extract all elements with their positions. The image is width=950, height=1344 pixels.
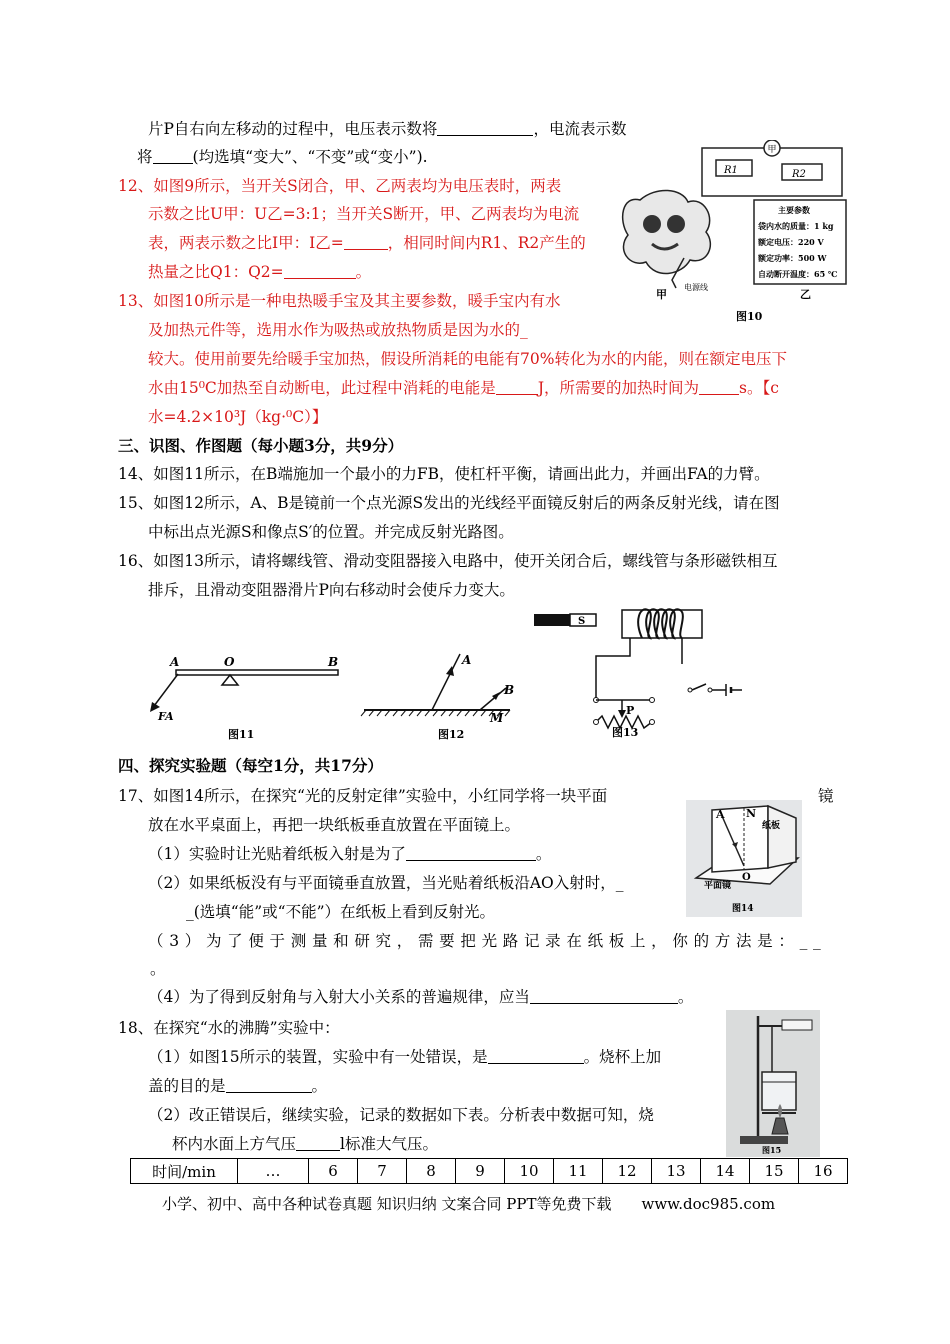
q14-text: 14、如图11所示，在B端施加一个最小的力FB，使杠杆平衡，请画出此力，并画出FA的力臂。 bbox=[118, 465, 770, 483]
q11-line2 bbox=[137, 146, 428, 168]
figure-14 bbox=[686, 800, 802, 917]
q18-line1: 18、在探究“水的沸腾”实验中： bbox=[118, 1019, 340, 1037]
r1-label: R1 bbox=[724, 165, 738, 176]
q12-line3-text-a: 表，两表示数之比I甲：I乙= bbox=[148, 234, 344, 252]
q17-sub1-text: （1）实验时让光贴着纸板入射是为了 bbox=[148, 845, 406, 863]
q18-sub1-line1 bbox=[148, 1046, 661, 1068]
ray-b-label: B bbox=[504, 683, 515, 697]
table-cell: 9 bbox=[456, 1159, 505, 1184]
answer-blank[interactable] bbox=[496, 379, 538, 395]
table-cell: 15 bbox=[750, 1159, 799, 1184]
solenoid-lead-left bbox=[596, 638, 630, 700]
slider-p-label: P bbox=[626, 704, 635, 717]
switch-terminal bbox=[688, 688, 692, 692]
q17-sub2-line2: _(选填“能”或“不能”）在纸板上看到反射光。 bbox=[186, 903, 495, 921]
warmer-eye-left bbox=[643, 215, 661, 233]
table-cell: 14 bbox=[701, 1159, 750, 1184]
q17-line1 bbox=[118, 785, 607, 807]
paper-board-label: 纸板 bbox=[762, 821, 781, 831]
rheostat-terminal bbox=[650, 698, 655, 703]
q17-sub2-line1: （2）如果纸板没有与平面镜垂直放置，当光贴着纸板沿AO入射时，_ bbox=[148, 874, 624, 892]
q17-line2: 放在水平桌面上，再把一块纸板垂直放置在平面镜上。 bbox=[148, 816, 521, 834]
rheostat-terminal bbox=[650, 720, 655, 725]
table-row bbox=[131, 1159, 848, 1184]
q17-sub1 bbox=[148, 843, 551, 865]
meter-label: 甲 bbox=[767, 145, 777, 155]
normal-n-label: N bbox=[746, 807, 757, 820]
answer-blank[interactable] bbox=[406, 845, 536, 861]
table-cell: 13 bbox=[652, 1159, 701, 1184]
answer-blank[interactable] bbox=[344, 234, 388, 250]
point-o-label: O bbox=[224, 655, 235, 669]
force-fa-line bbox=[154, 674, 178, 706]
answer-blank[interactable] bbox=[488, 1048, 584, 1064]
table-cell: 6 bbox=[309, 1159, 358, 1184]
q18-sub2-text-c: l标准大气压。 bbox=[340, 1135, 438, 1153]
q12-line4-text-a: 热量之比Q1：Q2= bbox=[148, 263, 284, 281]
q18-sub2-text-b: 杯内水面上方气压 bbox=[172, 1135, 297, 1153]
figure-11 bbox=[140, 650, 355, 742]
q18-sub1-text-b: 。烧杯上加 bbox=[583, 1048, 662, 1066]
q15-line2: 中标出点光源S和像点S′的位置。并完成反射光路图。 bbox=[148, 523, 514, 541]
section-4-heading: 四、探究实验题（每空1分，共17分） bbox=[118, 756, 383, 775]
q12-line4 bbox=[148, 261, 371, 283]
q11-line2-text-b: (均选填“变大”、“不变”或“变小”). bbox=[192, 148, 428, 166]
ray-a bbox=[432, 654, 460, 710]
q18-sub1-text-a: （1）如图15所示的装置，实验中有一处错误，是 bbox=[148, 1048, 488, 1066]
cord-label: 电源线 bbox=[684, 283, 708, 292]
q12-line4-text-b: 。 bbox=[355, 263, 372, 281]
q11-line2-text-a: 将 bbox=[137, 148, 153, 166]
q17-sub4 bbox=[148, 986, 693, 1008]
rheostat-terminal bbox=[594, 720, 599, 725]
switch-icon bbox=[692, 684, 706, 690]
figure-12 bbox=[360, 648, 525, 742]
q16-line2: 排斥，且滑动变阻器滑片P向右移动时会使斥力变大。 bbox=[148, 581, 515, 599]
table-cell: 7 bbox=[358, 1159, 407, 1184]
q18-sub1-text-c: 盖的目的是 bbox=[148, 1077, 226, 1095]
q17-line1-text: 17、如图14所示，在探究“光的反射定律”实验中，小红同学将一块平面 bbox=[118, 787, 608, 805]
answer-blank[interactable] bbox=[530, 988, 678, 1004]
q13-line4-text-c: s。【c bbox=[739, 379, 779, 397]
page-footer: 小学、初中、高中各种试卷真题 知识归纳 文案合同 PPT等免费下载 www.doc985.com bbox=[162, 1195, 776, 1213]
warmer-eye-right bbox=[667, 215, 685, 233]
table-cell: 11 bbox=[554, 1159, 603, 1184]
magnet-n bbox=[534, 614, 570, 626]
point-a-label: A bbox=[170, 655, 180, 669]
table-cell: 10 bbox=[505, 1159, 554, 1184]
fig12-caption: 图12 bbox=[438, 728, 465, 741]
q17-sub1-end: 。 bbox=[535, 845, 552, 863]
time-table bbox=[130, 1158, 848, 1184]
q12-line3-text-b: ，相同时间内R1、R2产生的 bbox=[387, 234, 586, 252]
r2-label: R2 bbox=[792, 169, 806, 180]
fulcrum-icon bbox=[222, 675, 238, 685]
figure-15 bbox=[726, 1010, 820, 1157]
q12-line1: 12、如图9所示，当开关S闭合，甲、乙两表均为电压表时，两表 bbox=[118, 177, 562, 195]
answer-blank[interactable] bbox=[153, 148, 193, 164]
q13-line3: 较大。使用前要先给暖手宝加热，假设所消耗的电能有70%转化为水的内能，则在额定电压下 bbox=[148, 350, 787, 368]
point-o-label: O bbox=[742, 872, 751, 883]
table-cell: 16 bbox=[799, 1159, 848, 1184]
q17-line1-end: 镜 bbox=[818, 787, 834, 805]
params-title: 主要参数 bbox=[778, 205, 810, 215]
q16-line1: 16、如图13所示，请将螺线管、滑动变阻器接入电路中，使开关闭合后，螺线管与条形磁铁相互 bbox=[118, 552, 778, 570]
fig14-caption: 图14 bbox=[732, 904, 754, 914]
label-jia: 甲 bbox=[656, 288, 667, 301]
mirror-label: 平面镜 bbox=[704, 881, 732, 891]
ray-a-label: A bbox=[462, 653, 472, 667]
stand-base bbox=[740, 1136, 788, 1144]
q13-line2: 及加热元件等，选用水作为吸热或放热物质是因为水的_ bbox=[148, 321, 528, 339]
q12-line2: 示数之比U甲：U乙=3:1；当开关S断开，甲、乙两表均为电流 bbox=[148, 205, 580, 223]
answer-blank[interactable] bbox=[699, 379, 739, 395]
q17-sub4-text: （4）为了得到反射角与入射大小关系的普遍规律，应当 bbox=[148, 988, 530, 1006]
q13-line4 bbox=[148, 377, 779, 399]
table-cell: … bbox=[238, 1159, 309, 1184]
q15-line1: 15、如图12所示，A、B是镜前一个点光源S发出的光线经平面镜反射后的两条反射光线，请在图 bbox=[118, 494, 780, 512]
fig11-caption: 图11 bbox=[228, 728, 255, 741]
point-a-label: A bbox=[716, 808, 725, 821]
q18-sub1-text-d: 。 bbox=[311, 1077, 328, 1095]
q13-line4-text-b: J，所需要的加热时间为 bbox=[537, 379, 700, 397]
answer-blank[interactable] bbox=[437, 120, 533, 136]
fig15-caption: 图15 bbox=[762, 1145, 782, 1155]
q11-line1-text-b: ，电流表示数 bbox=[533, 120, 627, 138]
q11-line1 bbox=[148, 118, 626, 140]
param-cutoff: 自动断开温度：65 ℃ bbox=[758, 269, 838, 279]
q13-line4-text-a: 水由15⁰C加热至自动断电，此过程中消耗的电能是 bbox=[148, 379, 496, 397]
q13-line5: 水=4.2×10³J（kg·⁰C）】 bbox=[148, 408, 328, 426]
q17-sub4-end: 。 bbox=[677, 988, 694, 1006]
q18-sub1-line2 bbox=[148, 1075, 327, 1097]
q11-line1-text-a: 片P自右向左移动的过程中，电压表示数将 bbox=[148, 120, 438, 138]
q17-sub3-line1: （3）为了便于测量和研究，需要把光路记录在纸板上，你的方法是：__ bbox=[148, 932, 827, 950]
clamp bbox=[782, 1020, 812, 1030]
figure-13 bbox=[530, 606, 755, 744]
table-cell: 12 bbox=[603, 1159, 652, 1184]
ray-b bbox=[480, 688, 506, 710]
param-mass: 袋内水的质量：1 kg bbox=[758, 221, 834, 231]
magnet-s-label: S bbox=[578, 616, 586, 627]
q18-sub2-line2 bbox=[172, 1133, 438, 1155]
answer-blank[interactable] bbox=[284, 263, 356, 279]
point-m-label: M bbox=[490, 711, 504, 725]
figure-10 bbox=[612, 140, 847, 325]
table-cell: 8 bbox=[407, 1159, 456, 1184]
param-power: 额定功率：500 W bbox=[758, 253, 827, 263]
force-fa-label: FA bbox=[158, 710, 174, 723]
q18-sub2-line1: （2）改正错误后，继续实验，记录的数据如下表。分析表中数据可知，烧 bbox=[148, 1106, 654, 1124]
section-3-heading: 三、识图、作图题（每小题3分，共9分） bbox=[118, 436, 404, 455]
label-yi: 乙 bbox=[800, 288, 811, 301]
table-header-time: 时间/min bbox=[131, 1159, 238, 1184]
fig10-caption: 图10 bbox=[736, 310, 763, 323]
fig13-caption: 图13 bbox=[612, 726, 639, 739]
param-voltage: 额定电压：220 V bbox=[758, 237, 824, 247]
switch-terminal bbox=[708, 688, 712, 692]
answer-blank[interactable] bbox=[296, 1135, 340, 1151]
lever-bar bbox=[176, 670, 338, 675]
q13-line1: 13、如图10所示是一种电热暖手宝及其主要参数，暖手宝内有水 bbox=[118, 292, 561, 310]
beaker-icon bbox=[762, 1072, 796, 1110]
answer-blank[interactable] bbox=[226, 1077, 312, 1093]
q12-line3 bbox=[148, 232, 586, 254]
hand-warmer-shape bbox=[623, 190, 711, 273]
q17-sub3-end: 。 bbox=[150, 960, 166, 978]
point-b-label: B bbox=[328, 655, 339, 669]
